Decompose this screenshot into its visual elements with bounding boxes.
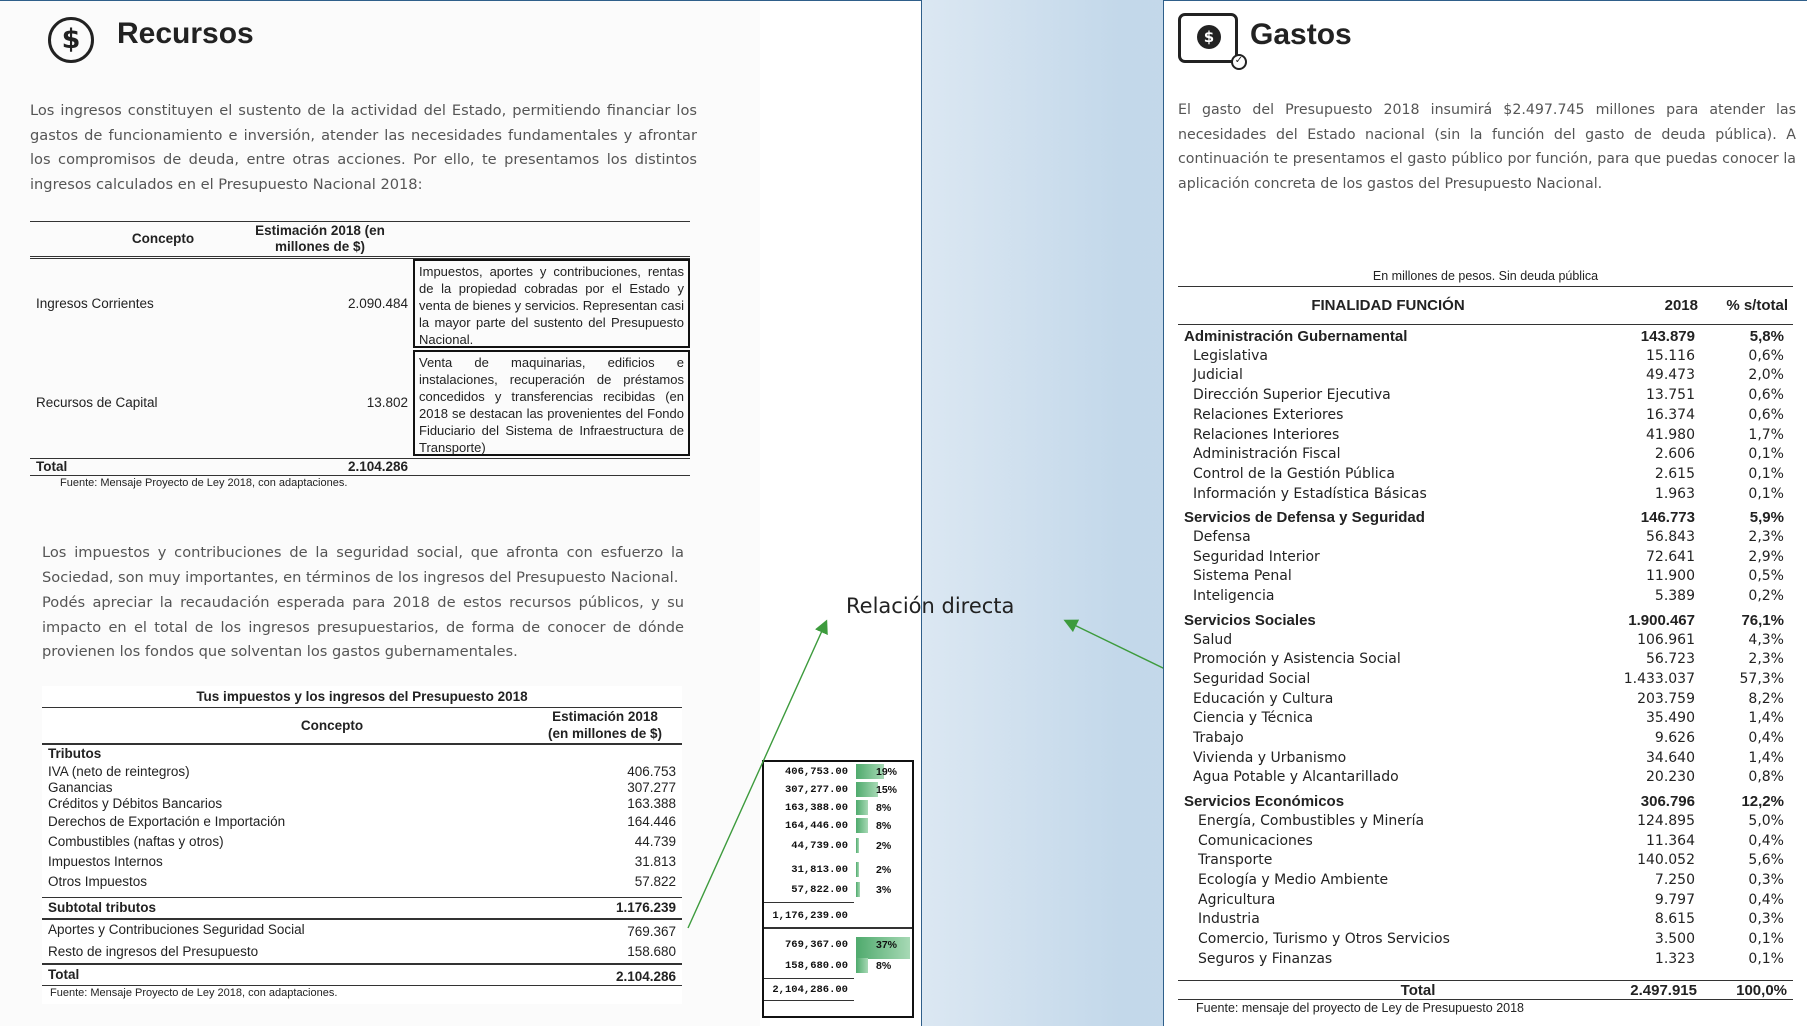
function-pct: 0,5%: [1748, 568, 1784, 585]
tributo-label: Impuestos Internos: [48, 854, 163, 869]
function-label: Control de la Gestión Pública: [1193, 465, 1395, 482]
function-pct: 0,1%: [1748, 485, 1784, 502]
function-row: [1178, 769, 1790, 789]
gastos-total-rule: [1178, 980, 1793, 981]
function-pct: 2,3%: [1748, 529, 1784, 545]
function-value: 8.615: [1654, 911, 1695, 928]
function-value: 34.640: [1646, 749, 1695, 766]
function-pct: 5,6%: [1748, 852, 1784, 869]
gastos-source: Fuente: mensaje del proyecto de Ley de Presupuesto 2018: [1196, 1001, 1524, 1015]
function-value: 9.626: [1654, 730, 1695, 746]
category-pct: 5,8%: [1749, 328, 1784, 345]
category-pct: 5,9%: [1749, 509, 1784, 527]
function-value: 72.641: [1646, 548, 1695, 565]
function-label: Agua Potable y Alcantarillado: [1193, 769, 1399, 786]
money-check-icon: [1178, 13, 1244, 66]
function-row: [1178, 348, 1790, 368]
col-header-concepto: Concepto: [131, 231, 195, 246]
category-label: Servicios de Defensa y Seguridad: [1184, 509, 1425, 527]
function-row: [1178, 911, 1790, 931]
gastos-header-rule: [1178, 324, 1793, 325]
gastos-total-pct: 100,0%: [1736, 982, 1787, 999]
gastos-title: Gastos: [1250, 18, 1352, 51]
function-pct: 0,6%: [1748, 387, 1784, 404]
function-row: [1178, 486, 1790, 506]
function-label: Ciencia y Técnica: [1193, 710, 1314, 727]
function-row: [1178, 568, 1790, 588]
function-label: Seguros y Finanzas: [1198, 950, 1333, 967]
tributo-value: 164.446: [627, 814, 676, 829]
function-row: [1178, 892, 1790, 912]
row-descripcion-recursos-capital: Venta de maquinarias, edificios e instalaciones, recuperación de préstamos concedidos y transferencias recibidas (en 2018 se destacan las provenientes del Fondo Fiduciario del Sistema de Infraestructura de Transporte): [413, 350, 690, 456]
category-label: Servicios Sociales: [1184, 611, 1316, 629]
function-label: Salud: [1193, 631, 1233, 648]
mini-value: 44,739.00: [791, 840, 848, 852]
function-label: Educación y Cultura: [1193, 690, 1334, 707]
function-value: 49.473: [1646, 367, 1695, 384]
function-label: Promoción y Asistencia Social: [1193, 651, 1401, 668]
mini-pct: 3%: [876, 884, 892, 896]
impuestos-paragraph-1: Los impuestos y contribuciones de la seguridad social, que afronta con esfuerzo la Sociedad, son muy importantes, en términos de los ingresos del Presupuesto Nacional.: [42, 544, 684, 586]
function-value: 7.250: [1654, 871, 1695, 888]
function-pct: 0,2%: [1748, 588, 1784, 605]
category-label: Servicios Económicos: [1184, 793, 1345, 811]
function-row: [1178, 833, 1790, 853]
function-row: [1178, 951, 1790, 971]
function-pct: 0,4%: [1748, 891, 1784, 908]
arrow-to-relacion-left: [688, 622, 826, 928]
function-pct: 0,1%: [1748, 950, 1784, 967]
function-pct: 1,7%: [1748, 426, 1784, 443]
gastos-col-year: 2018: [1664, 297, 1698, 314]
resto-ingresos-label: Resto de ingresos del Presupuesto: [48, 944, 259, 959]
function-pct: 0,3%: [1748, 871, 1784, 888]
function-row: [1178, 691, 1790, 711]
mini-value: 164,446.00: [784, 820, 848, 832]
coin-icon: $: [1197, 25, 1221, 49]
function-value: 9.797: [1654, 891, 1695, 908]
mini-value: 769,367.00: [784, 939, 848, 951]
row-valor-recursos-capital: 13.802: [366, 395, 408, 410]
aportes-label: Aportes y Contribuciones Seguridad Social: [48, 922, 305, 937]
impuestos-col-concepto: Concepto: [300, 718, 364, 733]
tributo-value: 57.822: [634, 874, 676, 889]
subtotal-value: 1.176.239: [615, 900, 676, 915]
impuestos-total-label: Total: [48, 967, 80, 982]
function-label: Seguridad Social: [1193, 670, 1311, 687]
tributo-value: 31.813: [634, 854, 676, 869]
gastos-col-finalidad: FINALIDAD FUNCIÓN: [1311, 297, 1465, 314]
function-pct: 0,1%: [1748, 931, 1784, 947]
function-pct: 0,3%: [1748, 911, 1784, 928]
checkmark-icon: ✓: [1231, 54, 1247, 70]
total-value: 2.104.286: [347, 459, 408, 474]
mini-value: 31,813.00: [791, 864, 848, 876]
mini-pct: 2%: [876, 840, 892, 852]
mini-total: 2,104,286.00: [772, 984, 848, 996]
function-row: [1178, 632, 1790, 652]
gastos-table: [1178, 266, 1793, 1018]
category-row: [1178, 509, 1790, 529]
function-row: [1178, 852, 1790, 872]
function-value: 2.606: [1654, 446, 1695, 463]
function-value: 140.052: [1637, 852, 1695, 869]
mini-value: 406,753.00: [784, 766, 848, 778]
mini-subtotal: 1,176,239.00: [772, 910, 848, 922]
function-pct: 57,3%: [1739, 670, 1784, 687]
function-row: [1178, 446, 1790, 466]
function-label: Relaciones Interiores: [1193, 426, 1340, 443]
function-row: [1178, 671, 1790, 691]
relacion-directa-label: Relación directa: [846, 594, 1015, 618]
function-row: [1178, 407, 1790, 427]
function-pct: 0,1%: [1748, 465, 1784, 482]
function-label: Energía, Combustibles y Minería: [1198, 812, 1425, 829]
tributo-label: IVA (neto de reintegros): [48, 764, 190, 779]
impuestos-table-title: Tus impuestos y los ingresos del Presupuesto 2018: [196, 689, 528, 704]
function-pct: 0,6%: [1748, 406, 1784, 423]
total-label: Total: [36, 459, 68, 474]
function-row: [1178, 549, 1790, 569]
function-label: Agricultura: [1198, 891, 1276, 908]
category-value: 143.879: [1640, 328, 1695, 345]
function-row: [1178, 813, 1790, 833]
tributo-value: 163.388: [627, 796, 676, 811]
function-value: 124.895: [1637, 812, 1695, 829]
function-label: Defensa: [1193, 529, 1251, 545]
tributo-label: Combustibles (naftas y otros): [48, 834, 224, 849]
col-header-estimacion-line1: Estimación 2018 (en: [255, 223, 385, 238]
resto-ingresos-value: 158.680: [627, 944, 676, 959]
category-pct: 76,1%: [1741, 611, 1784, 629]
function-pct: 1,4%: [1748, 710, 1784, 727]
function-pct: 0,6%: [1748, 347, 1784, 364]
function-value: 16.374: [1646, 406, 1695, 423]
mini-pct: 8%: [876, 960, 892, 972]
impuestos-total-value: 2.104.286: [615, 969, 676, 984]
function-value: 5.389: [1654, 588, 1695, 605]
function-value: 1.323: [1654, 950, 1695, 967]
function-row: [1178, 750, 1790, 770]
category-pct: 12,2%: [1741, 793, 1784, 811]
function-label: Comunicaciones: [1198, 832, 1313, 849]
mini-value: 158,680.00: [784, 960, 848, 972]
function-row: [1178, 427, 1790, 447]
function-label: Ecología y Medio Ambiente: [1198, 871, 1389, 888]
function-pct: 5,0%: [1748, 812, 1784, 829]
tributo-label: Ganancias: [48, 780, 113, 795]
mini-pct: 37%: [876, 939, 898, 951]
impuestos-paragraph-2: Podés apreciar la recaudación esperada para 2018 de estos recursos públicos, y su impacto en el total de los ingresos presupuestarios, de forma de conocer de dónde provienen los fondos que solventan los gastos gubernamentales.: [42, 594, 684, 660]
function-row: [1178, 387, 1790, 407]
category-row: [1178, 793, 1790, 813]
function-label: Seguridad Interior: [1193, 548, 1320, 565]
recursos-intro-paragraph: Los ingresos constituyen el sustento de la actividad del Estado, permitiendo financiar los gastos de funcionamiento e inversión, atender las necesidades fundamentales y afrontar los compromisos de deuda, entre otras acciones. Por ello, te presentamos los distintos ingresos calculados en el Presupuesto Nacional 2018:: [30, 102, 697, 193]
tributo-value: 406.753: [627, 764, 676, 779]
function-value: 1.963: [1654, 485, 1695, 502]
function-pct: 2,3%: [1748, 651, 1784, 668]
function-value: 56.843: [1646, 529, 1695, 545]
gastos-top-rule: [1178, 286, 1793, 287]
function-label: Sistema Penal: [1193, 568, 1292, 585]
function-label: Inteligencia: [1193, 588, 1275, 605]
mini-value: 307,277.00: [784, 784, 848, 796]
row-concepto-ingresos-corrientes: Ingresos Corrientes: [36, 296, 154, 311]
function-pct: 1,4%: [1748, 749, 1784, 766]
col-header-estimacion-line2: millones de $): [274, 239, 366, 254]
function-label: Transporte: [1198, 852, 1273, 869]
function-value: 3.500: [1654, 931, 1695, 947]
function-label: Comercio, Turismo y Otros Servicios: [1198, 931, 1450, 947]
function-value: 15.116: [1646, 347, 1695, 364]
tributo-value: 307.277: [627, 780, 676, 795]
function-pct: 0,8%: [1748, 769, 1784, 786]
gastos-total-label: Total: [1400, 982, 1436, 999]
mini-pct: 8%: [876, 802, 892, 814]
impuestos-source: Fuente: Mensaje Proyecto de Ley 2018, con adaptaciones.: [50, 987, 338, 999]
mini-pct: 2%: [876, 864, 892, 876]
function-value: 13.751: [1646, 387, 1695, 404]
function-value: 1.433.037: [1623, 670, 1695, 687]
row-concepto-recursos-capital: Recursos de Capital: [36, 395, 158, 410]
tributo-value: 44.739: [634, 834, 676, 849]
function-value: 11.364: [1646, 832, 1695, 849]
function-pct: 4,3%: [1748, 631, 1784, 648]
function-value: 106.961: [1637, 631, 1695, 648]
function-pct: 2,9%: [1748, 548, 1784, 565]
function-value: 56.723: [1646, 651, 1695, 668]
function-row: [1178, 872, 1790, 892]
subtotal-label: Subtotal tributos: [48, 900, 156, 915]
category-value: 306.796: [1640, 793, 1695, 811]
recursos-table-source: Fuente: Mensaje Proyecto de Ley 2018, con adaptaciones.: [60, 477, 348, 489]
mini-pct: 8%: [876, 820, 892, 832]
function-row: [1178, 651, 1790, 671]
function-label: Trabajo: [1193, 730, 1244, 746]
function-row: [1178, 466, 1790, 486]
gastos-total-value: 2.497.915: [1630, 982, 1697, 999]
function-pct: 0,1%: [1748, 446, 1784, 463]
function-label: Vivienda y Urbanismo: [1193, 749, 1347, 766]
function-value: 20.230: [1646, 769, 1695, 786]
function-row: [1178, 931, 1790, 951]
category-row: [1178, 612, 1790, 632]
function-label: Relaciones Exteriores: [1193, 406, 1344, 423]
category-value: 1.900.467: [1628, 611, 1695, 629]
tributos-label: Tributos: [48, 746, 102, 761]
tributo-label: Otros Impuestos: [48, 874, 148, 889]
function-pct: 2,0%: [1748, 367, 1784, 384]
function-row: [1178, 529, 1790, 549]
function-pct: 0,4%: [1748, 730, 1784, 746]
function-row: [1178, 367, 1790, 387]
category-row: [1178, 328, 1790, 348]
function-value: 203.759: [1637, 690, 1695, 707]
function-row: [1178, 710, 1790, 730]
category-value: 146.773: [1640, 509, 1695, 527]
function-value: 41.980: [1646, 426, 1695, 443]
category-label: Administración Gubernamental: [1184, 328, 1408, 345]
mini-value: 163,388.00: [784, 802, 848, 814]
row-descripcion-ingresos-corrientes: Impuestos, aportes y contribuciones, rentas de la propiedad cobradas por el Estado y venta de bienes y servicios. Representan casi la mayor parte del sustento del Presupuesto Nacional.: [413, 259, 690, 348]
function-value: 2.615: [1654, 465, 1695, 482]
tributo-label: Derechos de Exportación e Importación: [48, 814, 286, 829]
gastos-intro-paragraph: El gasto del Presupuesto 2018 insumirá $2.497.745 millones para atender las necesidades del Estado nacional (sin la función del gasto de deuda pública). A continuación te presentamos el gasto público por función, para que puedas conocer la aplicación concreta de los gastos del Presupuesto Nacional.: [1178, 102, 1796, 192]
function-label: Administración Fiscal: [1193, 446, 1341, 463]
function-pct: 8,2%: [1748, 690, 1784, 707]
aportes-value: 769.367: [627, 924, 676, 939]
dollar-circle-icon: $: [48, 17, 94, 63]
tributo-label: Créditos y Débitos Bancarios: [48, 796, 223, 811]
function-label: Información y Estadística Básicas: [1193, 485, 1427, 502]
mini-pct: 15%: [876, 784, 898, 796]
impuestos-col-estimacion-line1: Estimación 2018: [552, 709, 658, 724]
function-label: Dirección Superior Ejecutiva: [1193, 387, 1391, 404]
function-row: [1178, 588, 1790, 608]
gastos-rows: [1178, 328, 1793, 978]
gastos-caption: En millones de pesos. Sin deuda pública: [1372, 269, 1599, 283]
function-pct: 0,4%: [1748, 832, 1784, 849]
gastos-bottom-rule: [1178, 999, 1793, 1000]
function-label: Industria: [1198, 911, 1260, 928]
mini-value: 57,822.00: [791, 884, 848, 896]
function-label: Judicial: [1193, 367, 1243, 384]
impuestos-col-estimacion-line2: (en millones de $): [547, 726, 663, 741]
recursos-title: Recursos: [117, 17, 254, 50]
mini-pct: 19%: [876, 766, 898, 778]
gastos-col-pct: % s/total: [1726, 297, 1788, 314]
row-valor-ingresos-corrientes: 2.090.484: [347, 296, 408, 311]
function-value: 35.490: [1646, 710, 1695, 727]
function-row: [1178, 730, 1790, 750]
function-value: 11.900: [1646, 568, 1695, 585]
function-label: Legislativa: [1193, 347, 1268, 364]
